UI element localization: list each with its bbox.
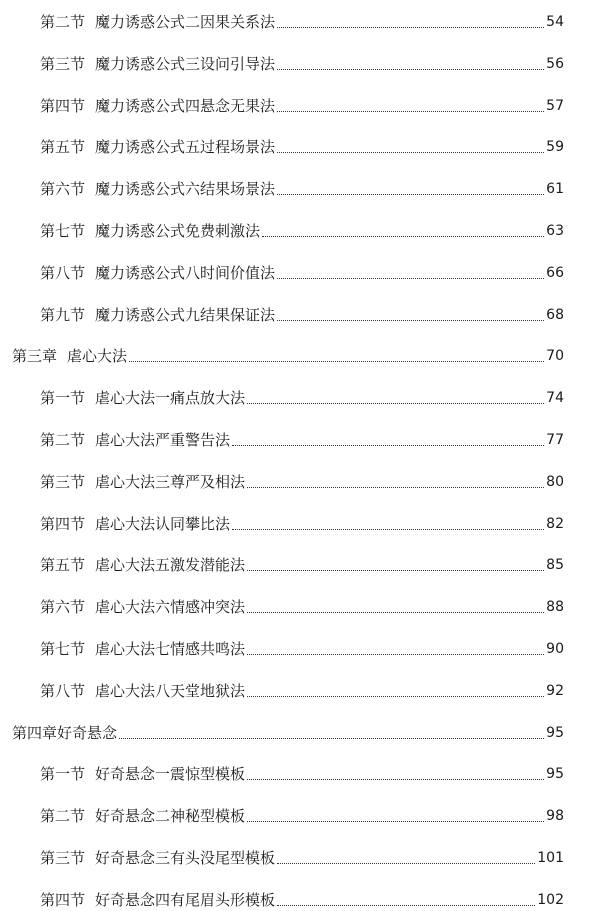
toc-entry-label bbox=[40, 96, 275, 116]
toc-entry-label bbox=[40, 179, 275, 199]
toc-entry-label bbox=[40, 848, 275, 868]
dot-leader bbox=[277, 68, 544, 70]
toc-section-entry[interactable] bbox=[0, 50, 564, 74]
toc-entry-label bbox=[40, 597, 245, 617]
toc-page-number: 101 bbox=[537, 850, 564, 866]
toc-entry-number: 第二节 bbox=[40, 13, 86, 31]
toc-entry-number: 第八节 bbox=[40, 263, 86, 282]
toc-entry-number: 第六节 bbox=[40, 598, 86, 617]
toc-entry-number: 第三节 bbox=[40, 54, 86, 73]
toc-entry-title: 魔力诱惑公式五过程场景法 bbox=[95, 138, 276, 157]
dot-leader bbox=[247, 778, 544, 780]
dot-leader bbox=[277, 193, 544, 195]
dot-leader bbox=[277, 151, 544, 153]
dot-leader bbox=[262, 235, 544, 237]
toc-entry-title: 魔力诱惑公式三设问引导法 bbox=[95, 54, 276, 73]
toc-entry-label bbox=[40, 472, 245, 492]
toc-entry-number: 第二节 bbox=[40, 807, 86, 826]
toc-entry-number: 第九节 bbox=[40, 305, 86, 324]
toc-page-number: 92 bbox=[546, 682, 564, 699]
dot-leader bbox=[277, 319, 544, 321]
toc-page-number: 68 bbox=[546, 306, 564, 323]
toc-entry-title: 魔力诱惑公式六结果场景法 bbox=[95, 180, 276, 199]
toc-section-entry[interactable] bbox=[0, 677, 564, 701]
dot-leader bbox=[277, 26, 544, 28]
toc-section-entry[interactable] bbox=[0, 635, 564, 659]
toc-entry-number: 第四节 bbox=[40, 96, 86, 115]
toc-page-number: 88 bbox=[546, 599, 564, 616]
toc-entry-number: 第五节 bbox=[40, 556, 86, 575]
toc-entry-label bbox=[40, 305, 275, 325]
dot-leader bbox=[232, 528, 544, 530]
toc-entry-number: 第七节 bbox=[40, 640, 86, 658]
dot-leader bbox=[247, 653, 544, 655]
toc-chapter-entry[interactable] bbox=[0, 342, 564, 366]
toc-page-number: 90 bbox=[546, 641, 564, 657]
toc-entry-title: 好奇悬念四有尾眉头形模板 bbox=[95, 890, 276, 909]
dot-leader bbox=[119, 737, 544, 739]
toc-entry-title: 好奇悬念二神秘型模板 bbox=[95, 807, 246, 826]
toc-entry-number: 第三章 bbox=[12, 347, 58, 366]
dot-leader bbox=[277, 110, 544, 112]
toc-entry-label bbox=[40, 681, 245, 701]
toc-entry-label bbox=[40, 388, 245, 408]
toc-entry-label bbox=[40, 54, 275, 74]
toc-section-entry[interactable] bbox=[0, 844, 564, 868]
toc-page-number: 102 bbox=[537, 891, 564, 908]
toc-entry-title: 虐心大法三尊严及相法 bbox=[95, 472, 246, 491]
toc-entry-number: 第四节 bbox=[40, 514, 86, 533]
toc-entry-label bbox=[40, 12, 275, 32]
toc-page-number: 56 bbox=[546, 55, 564, 72]
toc-page-number: 82 bbox=[546, 515, 564, 532]
toc-page-number: 54 bbox=[546, 14, 564, 30]
toc-entry-label bbox=[40, 639, 245, 659]
toc-section-entry[interactable] bbox=[0, 802, 564, 826]
toc-entry-number: 第二节 bbox=[40, 431, 86, 449]
toc-section-entry[interactable] bbox=[0, 593, 564, 617]
dot-leader bbox=[247, 486, 544, 488]
toc-entry-label bbox=[40, 137, 275, 157]
toc-entry-title: 虐心大法七情感共鸣法 bbox=[95, 640, 246, 658]
toc-entry-number: 第四章 bbox=[12, 723, 58, 742]
toc-entry-title: 虐心大法五激发潜能法 bbox=[95, 556, 246, 575]
toc-section-entry[interactable] bbox=[0, 175, 564, 199]
dot-leader bbox=[277, 904, 535, 906]
toc-section-entry[interactable] bbox=[0, 510, 564, 534]
dot-leader bbox=[232, 444, 544, 446]
toc-entry-title: 虐心大法认同攀比法 bbox=[95, 514, 231, 533]
toc-entry-label bbox=[12, 723, 117, 743]
toc-entry-number: 第三节 bbox=[40, 849, 86, 867]
dot-leader bbox=[277, 862, 535, 864]
toc-entry-title: 好奇悬念 bbox=[57, 723, 118, 742]
toc-entry-title: 虐心大法 bbox=[67, 347, 128, 366]
toc-entry-label bbox=[40, 555, 245, 575]
toc-page-number: 74 bbox=[546, 390, 564, 407]
dot-leader bbox=[129, 360, 544, 362]
toc-page-number: 95 bbox=[546, 766, 564, 783]
toc-entry-label bbox=[40, 430, 230, 450]
toc-section-entry[interactable] bbox=[0, 886, 564, 910]
toc-section-entry[interactable] bbox=[0, 133, 564, 157]
toc-entry-label bbox=[12, 346, 127, 366]
toc-entry-label bbox=[40, 890, 275, 910]
toc-section-entry[interactable] bbox=[0, 259, 564, 283]
toc-entry-title: 好奇悬念三有头没尾型模板 bbox=[95, 849, 276, 867]
toc-entry-label bbox=[40, 263, 275, 283]
toc-entry-label bbox=[40, 221, 260, 241]
toc-section-entry[interactable] bbox=[0, 468, 564, 492]
dot-leader bbox=[247, 695, 544, 697]
toc-section-entry[interactable] bbox=[0, 426, 564, 450]
toc-page-number: 98 bbox=[546, 808, 564, 825]
toc-entry-title: 魔力诱惑公式八时间价值法 bbox=[95, 263, 276, 282]
toc-section-entry[interactable] bbox=[0, 217, 564, 241]
toc-entry-title: 魔力诱惑公式九结果保证法 bbox=[95, 305, 276, 324]
toc-entry-number: 第八节 bbox=[40, 681, 86, 700]
toc-section-entry[interactable] bbox=[0, 384, 564, 408]
toc-entry-title: 魔力诱惑公式免费刺激法 bbox=[95, 222, 261, 240]
toc-entry-title: 虐心大法严重警告法 bbox=[95, 431, 231, 449]
toc-entry-number: 第四节 bbox=[40, 890, 86, 909]
toc-page-number: 70 bbox=[546, 348, 564, 365]
toc-entry-number: 第三节 bbox=[40, 472, 86, 491]
toc-entry-number: 第一节 bbox=[40, 389, 86, 408]
toc-page-number: 66 bbox=[546, 264, 564, 281]
toc-entry-title: 魔力诱惑公式四悬念无果法 bbox=[95, 96, 276, 115]
toc-page-number: 63 bbox=[546, 223, 564, 239]
toc-section-entry[interactable] bbox=[0, 92, 564, 116]
dot-leader bbox=[277, 277, 544, 279]
dot-leader bbox=[247, 820, 544, 822]
toc-page-number: 61 bbox=[546, 181, 564, 198]
toc-entry-label bbox=[40, 514, 230, 534]
toc-entry-title: 虐心大法八天堂地狱法 bbox=[95, 681, 246, 700]
toc-entry-number: 第七节 bbox=[40, 222, 86, 240]
toc-entry-label bbox=[40, 806, 245, 826]
toc-page-number: 57 bbox=[546, 97, 564, 114]
toc-chapter-entry[interactable] bbox=[0, 719, 564, 743]
dot-leader bbox=[247, 402, 544, 404]
dot-leader bbox=[247, 569, 544, 571]
dot-leader bbox=[247, 611, 544, 613]
toc-entry-number: 第五节 bbox=[40, 138, 86, 157]
toc-page-number: 85 bbox=[546, 557, 564, 574]
toc-page-number: 59 bbox=[546, 139, 564, 156]
toc-entry-title: 好奇悬念一震惊型模板 bbox=[95, 765, 246, 784]
toc-entry-number: 第六节 bbox=[40, 180, 86, 199]
toc-entry-label bbox=[40, 764, 245, 784]
toc-entry-title: 魔力诱惑公式二因果关系法 bbox=[95, 13, 276, 31]
toc-page-number: 95 bbox=[546, 724, 564, 741]
toc-entry-title: 虐心大法六情感冲突法 bbox=[95, 598, 246, 617]
toc-section-entry[interactable] bbox=[0, 760, 564, 784]
toc-page-number: 80 bbox=[546, 473, 564, 490]
toc-page-number: 77 bbox=[546, 432, 564, 448]
toc-section-entry[interactable] bbox=[0, 301, 564, 325]
toc-entry-title: 虐心大法一痛点放大法 bbox=[95, 389, 246, 408]
toc-section-entry[interactable] bbox=[0, 8, 564, 32]
toc-section-entry[interactable] bbox=[0, 551, 564, 575]
toc-entry-number: 第一节 bbox=[40, 765, 86, 784]
